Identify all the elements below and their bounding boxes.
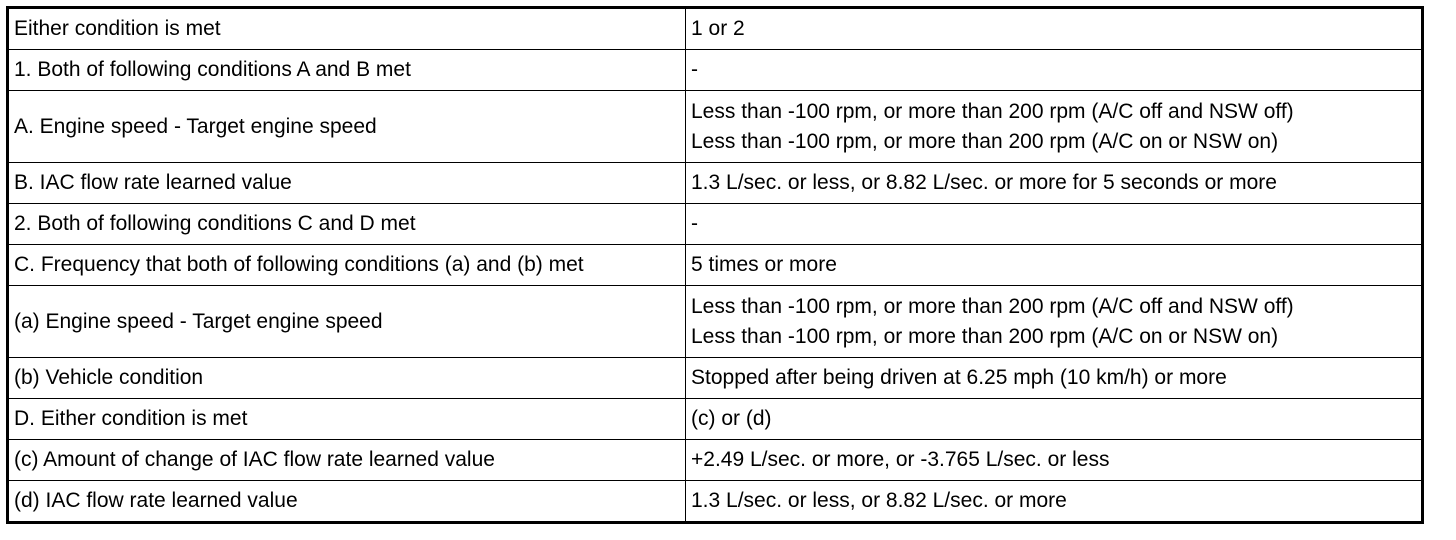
value-line: 1 or 2 bbox=[691, 17, 745, 40]
condition-cell: (a) Engine speed - Target engine speed bbox=[8, 286, 686, 358]
value-line: - bbox=[691, 58, 698, 81]
condition-cell: D. Either condition is met bbox=[8, 399, 686, 440]
value-line: (c) or (d) bbox=[691, 407, 772, 430]
table-row bbox=[8, 399, 1423, 440]
table-row bbox=[8, 481, 1423, 523]
value-line: Less than -100 rpm, or more than 200 rpm (A/C off and NSW off) bbox=[691, 294, 1294, 318]
value-cell bbox=[686, 163, 1423, 204]
condition-cell: Either condition is met bbox=[8, 8, 686, 50]
table-row bbox=[8, 440, 1423, 481]
value-line: +2.49 L/sec. or more, or -3.765 L/sec. or less bbox=[691, 448, 1110, 471]
condition-cell: 2. Both of following conditions C and D met bbox=[8, 204, 686, 245]
value-cell bbox=[686, 8, 1423, 50]
value-cell bbox=[686, 399, 1423, 440]
table-row bbox=[8, 91, 1423, 163]
value-cell bbox=[686, 286, 1423, 358]
value-line: Less than -100 rpm, or more than 200 rpm (A/C on or NSW on) bbox=[691, 129, 1279, 153]
value-line: Less than -100 rpm, or more than 200 rpm (A/C on or NSW on) bbox=[691, 324, 1279, 348]
condition-cell: C. Frequency that both of following conditions (a) and (b) met bbox=[8, 245, 686, 286]
value-cell bbox=[686, 50, 1423, 91]
condition-cell: B. IAC flow rate learned value bbox=[8, 163, 686, 204]
value-cell bbox=[686, 245, 1423, 286]
table-row bbox=[8, 163, 1423, 204]
value-cell bbox=[686, 358, 1423, 399]
value-line: 1.3 L/sec. or less, or 8.82 L/sec. or more bbox=[691, 489, 1067, 512]
value-cell bbox=[686, 440, 1423, 481]
table-row bbox=[8, 204, 1423, 245]
table-row bbox=[8, 8, 1423, 50]
value-line: 1.3 L/sec. or less, or 8.82 L/sec. or more for 5 seconds or more bbox=[691, 171, 1277, 194]
value-cell bbox=[686, 481, 1423, 523]
value-line: Stopped after being driven at 6.25 mph (10 km/h) or more bbox=[691, 366, 1227, 389]
value-line: 5 times or more bbox=[691, 253, 837, 276]
condition-cell: (d) IAC flow rate learned value bbox=[8, 481, 686, 523]
table-row bbox=[8, 358, 1423, 399]
table-row bbox=[8, 245, 1423, 286]
condition-cell: (b) Vehicle condition bbox=[8, 358, 686, 399]
condition-cell: 1. Both of following conditions A and B met bbox=[8, 50, 686, 91]
value-cell bbox=[686, 204, 1423, 245]
value-line: Less than -100 rpm, or more than 200 rpm (A/C off and NSW off) bbox=[691, 99, 1294, 123]
table-row bbox=[8, 286, 1423, 358]
value-line: - bbox=[691, 212, 698, 235]
table-row bbox=[8, 50, 1423, 91]
condition-cell: (c) Amount of change of IAC flow rate learned value bbox=[8, 440, 686, 481]
value-cell bbox=[686, 91, 1423, 163]
conditions-table bbox=[6, 6, 1424, 524]
condition-cell: A. Engine speed - Target engine speed bbox=[8, 91, 686, 163]
